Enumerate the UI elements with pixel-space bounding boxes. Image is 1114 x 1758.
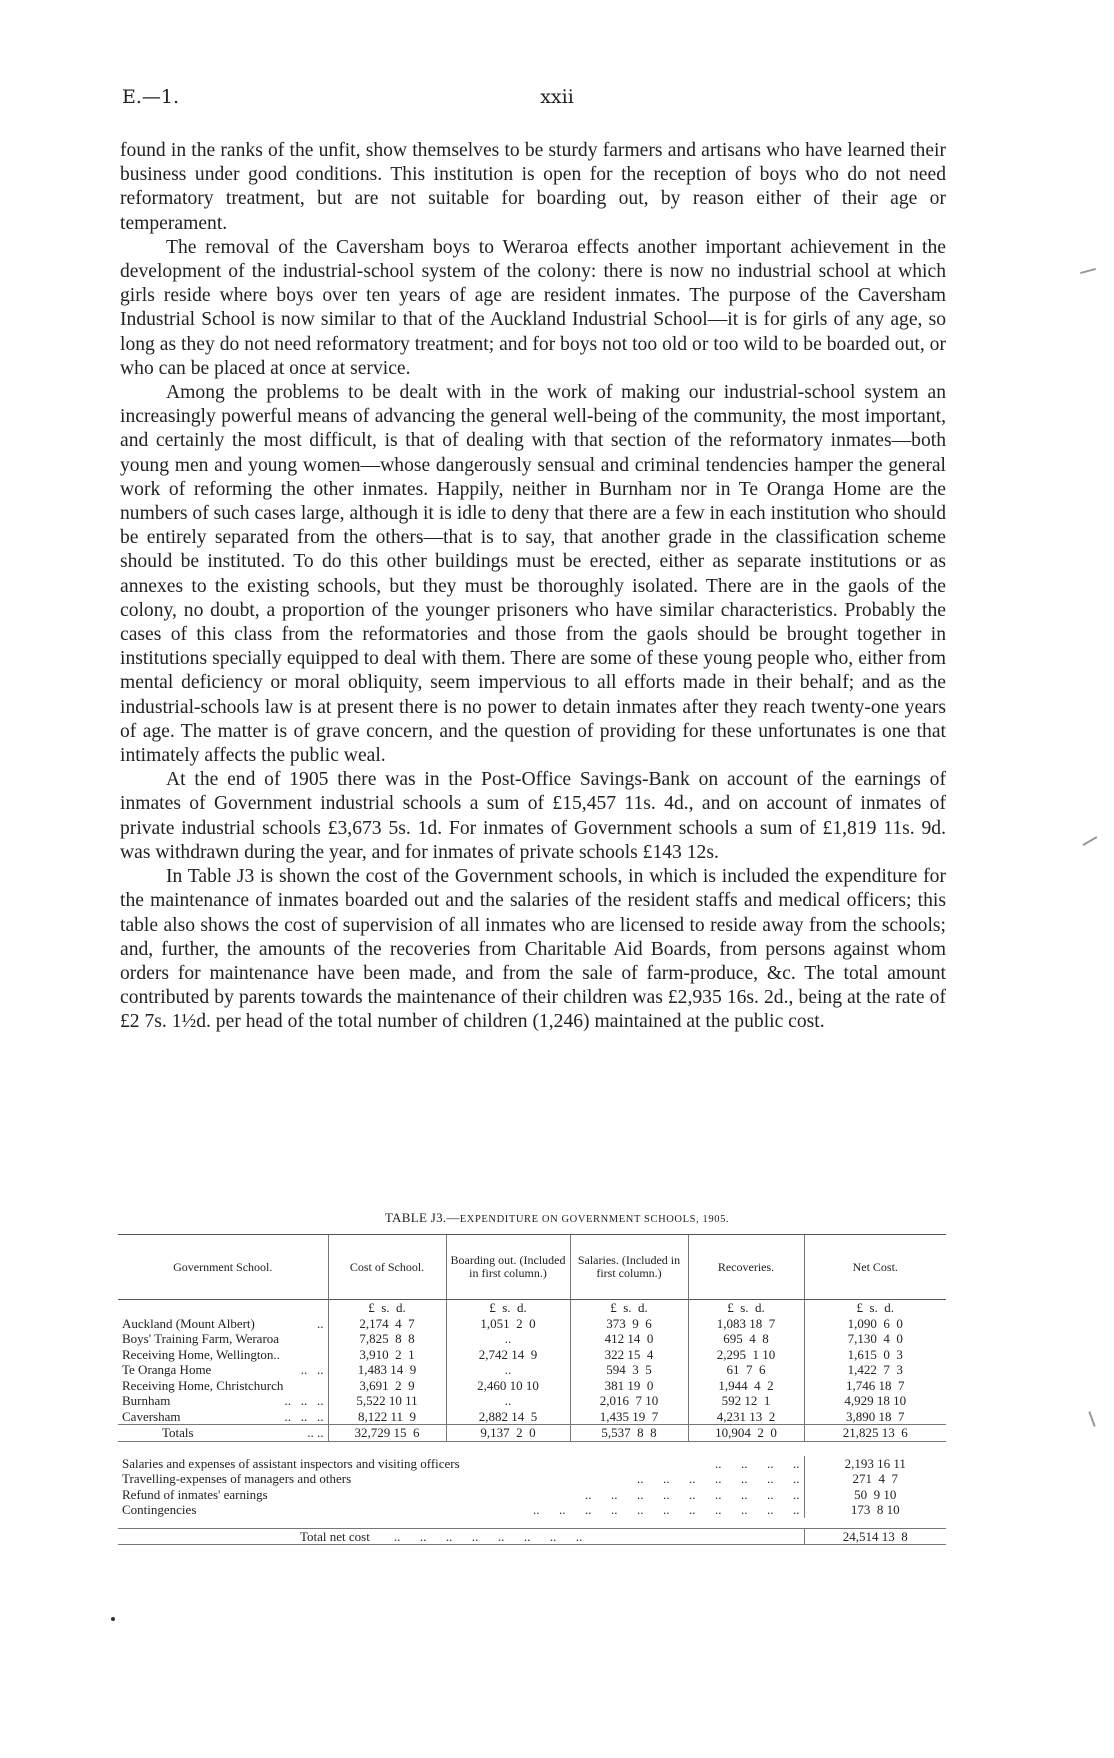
salaries-cell: 373 9 6: [570, 1316, 688, 1332]
boarding-cell: ..: [446, 1393, 570, 1409]
unit-label: £ s. d.: [688, 1300, 804, 1316]
salaries-cell: 1,435 19 7: [570, 1409, 688, 1425]
boarding-cell: 2,882 14 5: [446, 1409, 570, 1425]
body-text: [120, 139, 946, 1035]
leader-dots: .. .. ..: [284, 1393, 324, 1408]
total-net-cost-row: [118, 1528, 946, 1545]
table-row: [118, 1362, 946, 1378]
col-header-recoveries: Recoveries.: [688, 1235, 804, 1300]
net-cost-cell: 3,890 18 7: [804, 1409, 946, 1425]
school-name: Burnham: [122, 1393, 171, 1408]
recoveries-cell: 61 7 6: [688, 1362, 804, 1378]
col-header-boarding: Boarding out. (Included in first column.): [446, 1235, 570, 1300]
school-name: Receiving Home, Christchurch: [122, 1377, 284, 1393]
leader-dots: .. ..: [300, 1362, 324, 1377]
unit-label: £ s. d.: [804, 1300, 946, 1316]
table-row: [118, 1316, 946, 1332]
table-caption-title: EXPENDITURE ON GOVERNMENT SCHOOLS, 1905.: [459, 1214, 730, 1225]
school-name: Caversham: [122, 1408, 181, 1424]
table-row: [118, 1378, 946, 1394]
boarding-cell: 2,742 14 9: [446, 1347, 570, 1363]
extra-label: Contingencies: [122, 1502, 197, 1517]
paragraph: The removal of the Caversham boys to Weraroa effects another important achievement in the development of the industrial-school system of the colony: there is now no industrial school at which girls reside where boys over ten years of age are resident inmates. The purpose of the Caversham Industrial School is now similar to that of the Auckland Industrial School—it is for girls of any age, so long as they do not need reformatory treatment; and for boys not too old or too wild to be boarded out, or who can be placed at once at service.: [120, 236, 946, 379]
totals-cost: 32,729 15 6: [328, 1425, 446, 1442]
net-cost-cell: 4,929 18 10: [804, 1393, 946, 1409]
net-cost-cell: 7,130 4 0: [804, 1331, 946, 1347]
salaries-cell: 412 14 0: [570, 1331, 688, 1347]
margin-mark: [1088, 1411, 1095, 1427]
table-row: [118, 1409, 946, 1425]
unit-label: £ s. d.: [328, 1300, 446, 1316]
net-cost-cell: 1,090 6 0: [804, 1316, 946, 1332]
recoveries-cell: 592 12 1: [688, 1393, 804, 1409]
extra-row: [118, 1456, 946, 1472]
leader-dots: .. .. .. .. .. .. .. .. .. .. ..: [533, 1502, 800, 1517]
total-net-value: 24,514 13 8: [804, 1528, 946, 1545]
totals-salaries: 5,537 8 8: [570, 1425, 688, 1442]
col-header-salaries: Salaries. (Included in first column.): [570, 1235, 688, 1300]
table-caption-prefix: TABLE J3.—: [384, 1210, 460, 1225]
school-name: Receiving Home, Wellington..: [122, 1346, 280, 1362]
boarding-cell: ..: [446, 1331, 570, 1347]
col-header-net: Net Cost.: [804, 1235, 946, 1300]
extra-label: Travelling-expenses of managers and others: [122, 1471, 352, 1486]
boarding-cell: 2,460 10 10: [446, 1378, 570, 1394]
school-name: Boys' Training Farm, Weraroa: [122, 1331, 280, 1346]
leader-dots: .. .. ..: [284, 1408, 324, 1424]
extra-label: Salaries and expenses of assistant inspectors and visiting officers: [122, 1455, 460, 1471]
margin-mark: [1083, 836, 1098, 846]
net-cost-cell: 1,746 18 7: [804, 1378, 946, 1394]
totals-row: [118, 1425, 946, 1442]
cost-cell: 8,122 11 9: [328, 1409, 446, 1425]
leader-dots: .. .. .. .. .. .. ..: [637, 1471, 800, 1486]
extra-net-cost: 2,193 16 11: [804, 1456, 946, 1472]
table-header-row: [118, 1235, 946, 1300]
cost-cell: 3,691 2 9: [328, 1378, 446, 1394]
salaries-cell: 594 3 5: [570, 1362, 688, 1378]
table-row: [118, 1347, 946, 1363]
leader-dots: .. ..: [307, 1425, 324, 1440]
stray-mark: [111, 1617, 115, 1621]
unit-label: £ s. d.: [570, 1300, 688, 1316]
margin-mark: [1080, 268, 1096, 274]
cost-cell: 1,483 14 9: [328, 1362, 446, 1378]
school-name: Te Oranga Home: [122, 1362, 212, 1377]
table-caption: [0, 1210, 1114, 1226]
page-reference: E.—1.: [122, 86, 180, 108]
cost-cell: 5,522 10 11: [328, 1393, 446, 1409]
extra-net-cost: 271 4 7: [804, 1471, 946, 1487]
total-net-label: Total net cost: [300, 1528, 370, 1544]
table-row: [118, 1393, 946, 1409]
units-row: [118, 1300, 946, 1316]
recoveries-cell: 695 4 8: [688, 1331, 804, 1347]
net-cost-cell: 1,615 0 3: [804, 1347, 946, 1363]
totals-boarding: 9,137 2 0: [446, 1425, 570, 1442]
recoveries-cell: 4,231 13 2: [688, 1409, 804, 1425]
table-row: [118, 1331, 946, 1347]
school-name: Auckland (Mount Albert): [122, 1315, 255, 1331]
leader-dots: .. .. .. ..: [715, 1455, 800, 1471]
extra-label: Refund of inmates' earnings: [122, 1486, 268, 1502]
cost-cell: 2,174 4 7: [328, 1316, 446, 1332]
unit-label: £ s. d.: [446, 1300, 570, 1316]
leader-dots: .. .. .. .. .. .. .. ..: [393, 1528, 583, 1544]
col-header-school: Government School.: [118, 1235, 328, 1300]
extra-net-cost: 173 8 10: [804, 1502, 946, 1518]
expenditure-table: [118, 1234, 946, 1545]
paragraph: At the end of 1905 there was in the Post-Office Savings-Bank on account of the earnings of inmates of Government industrial schools a sum of £15,457 11s. 4d., and on account of inmates of private industrial schools £3,673 5s. 1d. For inmates of Government schools a sum of £1,819 11s. 9d. was withdrawn during the year, and for inmates of private schools £143 12s.: [120, 769, 946, 863]
salaries-cell: 2,016 7 10: [570, 1393, 688, 1409]
cost-cell: 3,910 2 1: [328, 1347, 446, 1363]
boarding-cell: 1,051 2 0: [446, 1316, 570, 1332]
extra-row: [118, 1487, 946, 1503]
salaries-cell: 381 19 0: [570, 1378, 688, 1394]
col-header-cost: Cost of School.: [328, 1235, 446, 1300]
page-number: xxii: [540, 86, 574, 108]
extra-row: [118, 1502, 946, 1518]
boarding-cell: ..: [446, 1362, 570, 1378]
recoveries-cell: 1,083 18 7: [688, 1316, 804, 1332]
salaries-cell: 322 15 4: [570, 1347, 688, 1363]
totals-net: 21,825 13 6: [804, 1425, 946, 1442]
paragraph: Among the problems to be dealt with in the work of making our industrial-school system an increasingly powerful means of advancing the general well-being of the community, the most important, and certainly the most difficult, is that of dealing with that section of the reformatory inmates—both young men and young women—whose dangerously sensual and criminal tendencies hamper the general work of reforming the other inmates. Happily, neither in Burnham nor in Te Oranga Home are the numbers of such cases large, although it is idle to deny that there are a few in each institution who should be entirely separated from the others—that is to say, that another grade in the classification scheme should be instituted. To do this other buildings must be erected, either as separate institutions or as annexes to the existing schools, but they must be thoroughly isolated. There are in the gaols of the colony, no doubt, a proportion of the younger prisoners who have similar characteristics. Probably the cases of this class from the reformatories and those from the gaols should be brought together in institutions specially equipped to deal with them. There are some of these young people who, either from mental deficiency or moral obliquity, seem impervious to all efforts made in their behalf; and as the industrial-schools law is at present there is no power to detain inmates after they reach twenty-one years of age. The matter is of grave concern, and the question of providing for these unfortunates is one that intimately affects the public weal.: [120, 382, 946, 767]
paragraph: In Table J3 is shown the cost of the Government schools, in which is included the expenditure for the maintenance of inmates boarded out and the salaries of the resident staffs and medical officers; this table also shows the cost of supervision of all inmates who are licensed to reside away from the schools; and, further, the amounts of the recoveries from Charitable Aid Boards, from persons against whom orders for maintenance have been made, and from the sale of farm-produce, &c. The total amount contributed by parents towards the maintenance of their children was £2,935 16s. 2d., being at the rate of £2 7s. 1½d. per head of the total number of children (1,246) maintained at the public cost.: [120, 866, 946, 1033]
extra-row: [118, 1471, 946, 1487]
recoveries-cell: 2,295 1 10: [688, 1347, 804, 1363]
cost-cell: 7,825 8 8: [328, 1331, 446, 1347]
net-cost-cell: 1,422 7 3: [804, 1362, 946, 1378]
totals-label: Totals: [162, 1425, 194, 1440]
leader-dots: ..: [317, 1315, 324, 1331]
paragraph: found in the ranks of the unfit, show themselves to be sturdy farmers and artisans who have learned their business under good conditions. This institution is open for the reception of boys who do not need reformatory treatment, but are not suitable for boarding out, by reason either of their age or temperament.: [120, 140, 946, 234]
totals-recoveries: 10,904 2 0: [688, 1425, 804, 1442]
leader-dots: .. .. .. .. .. .. .. .. ..: [585, 1486, 800, 1502]
extra-net-cost: 50 9 10: [804, 1487, 946, 1503]
recoveries-cell: 1,944 4 2: [688, 1378, 804, 1394]
